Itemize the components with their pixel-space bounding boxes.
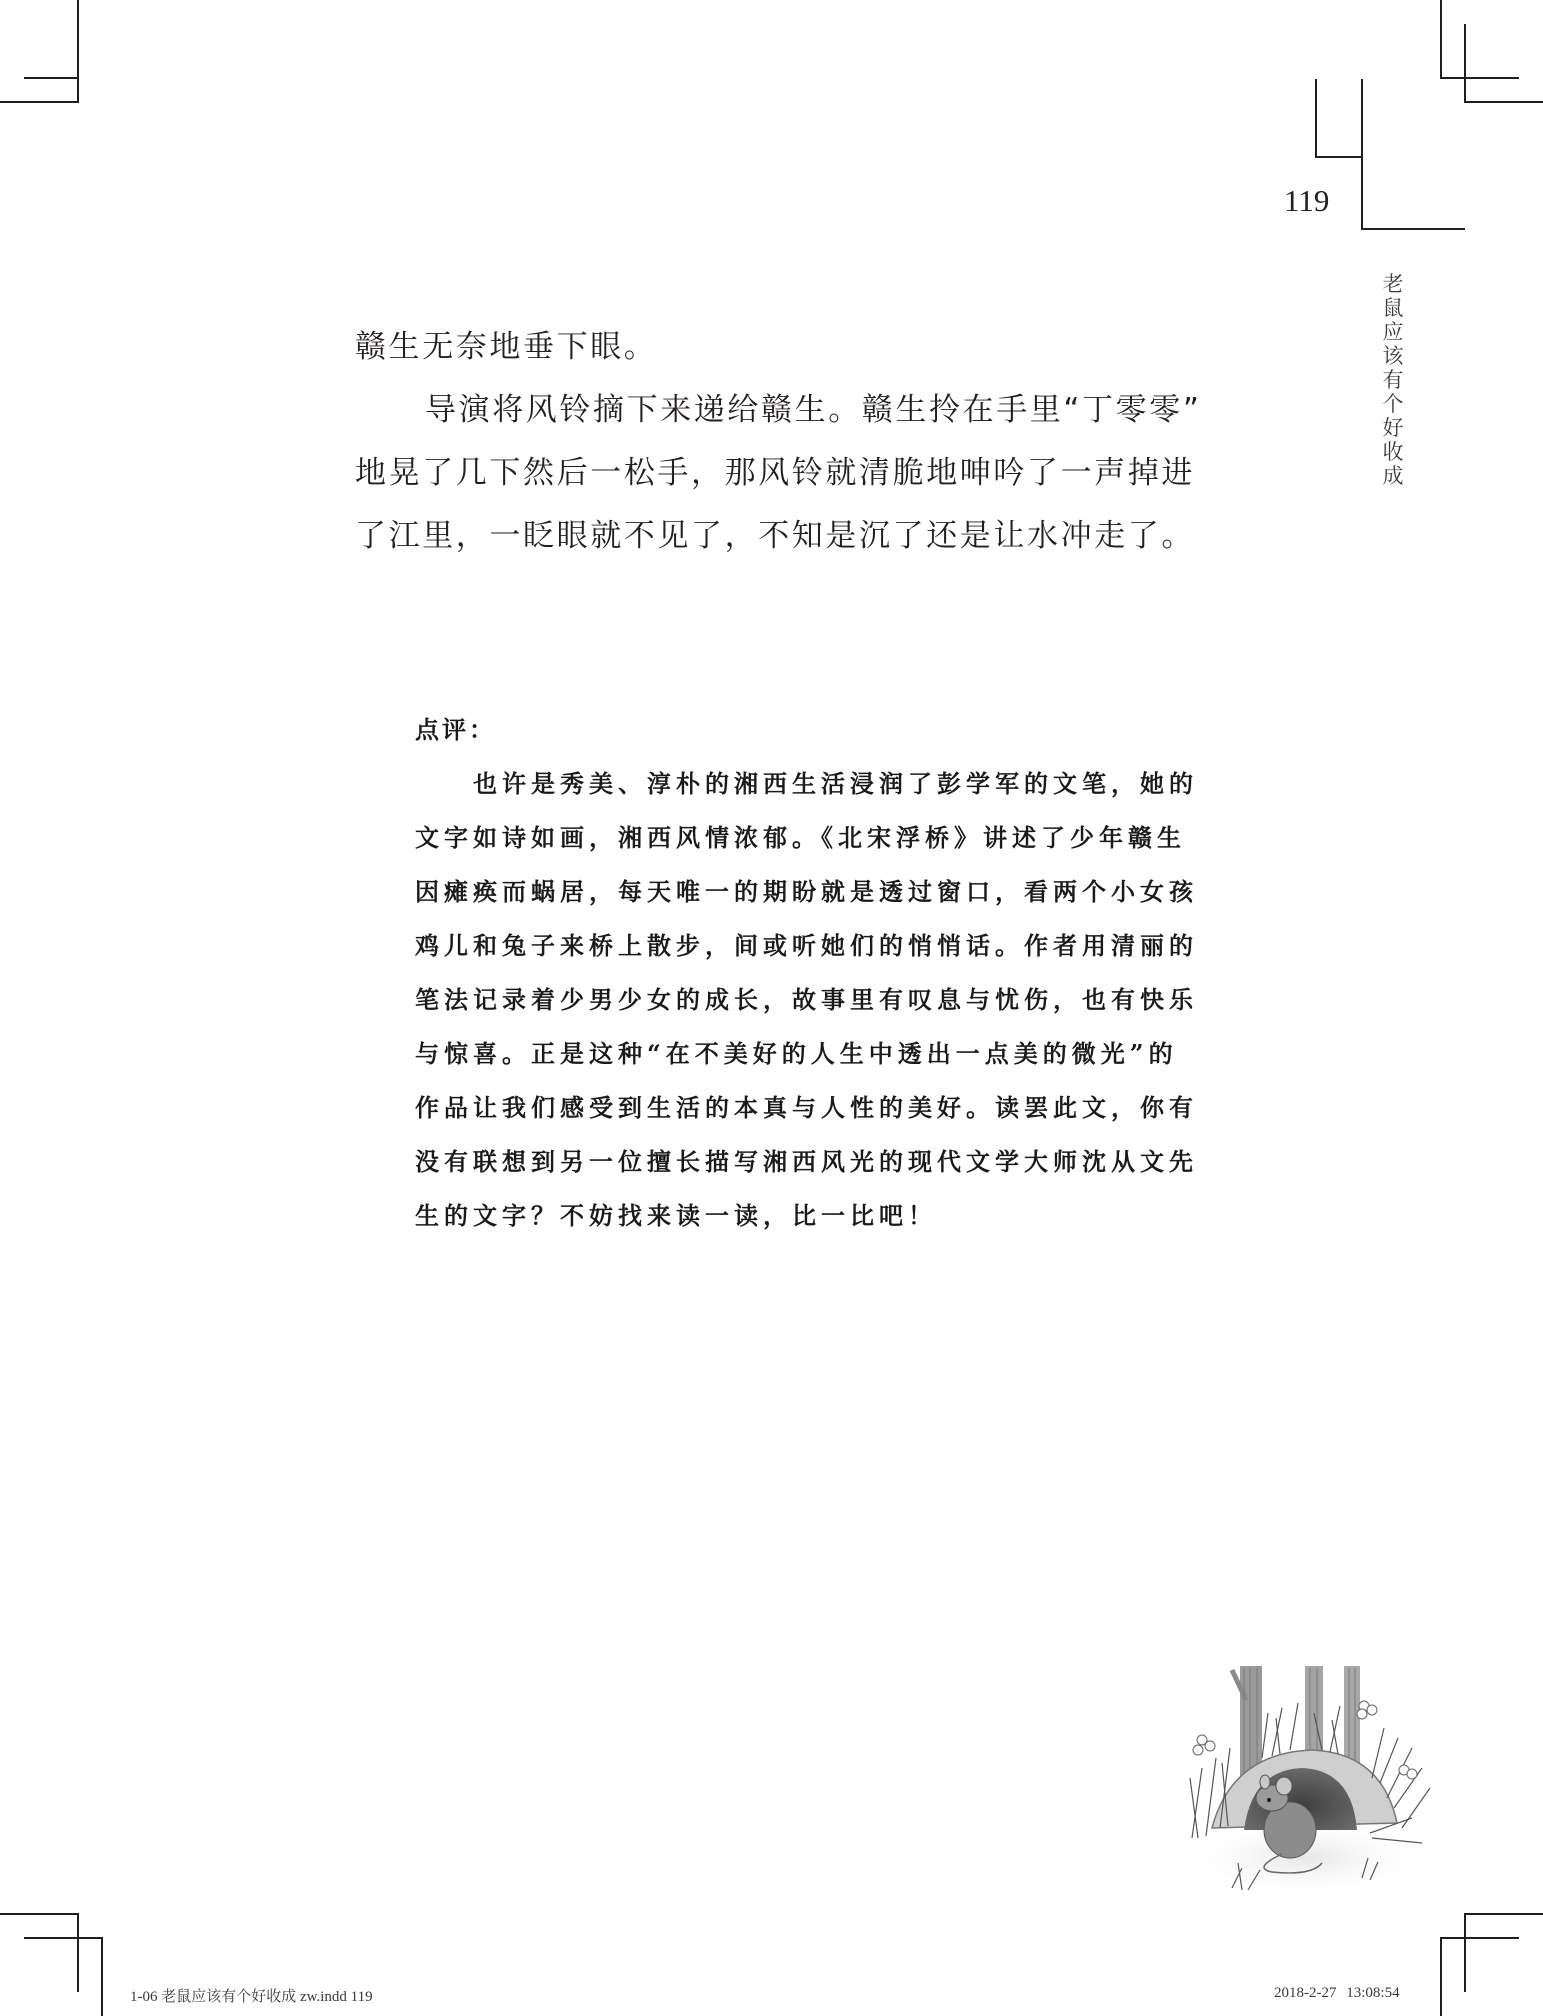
commentary-line: 也许是秀美、淳朴的湘西生活浸润了彭学军的文笔，她的 (473, 769, 1198, 798)
header-bracket-bottom-h (1361, 228, 1465, 230)
story-line: 了江里，一眨眼就不见了，不知是沉了还是让水冲走了。 (355, 518, 1195, 554)
running-title-char: 老 (1382, 272, 1404, 296)
running-title-char: 应 (1382, 320, 1404, 344)
running-title-char: 鼠 (1382, 296, 1404, 320)
running-title-char: 个 (1382, 392, 1404, 416)
running-title-char: 好 (1382, 416, 1404, 440)
crop-mark-top-right-outer-h (1464, 101, 1543, 103)
running-title-char: 收 (1382, 440, 1404, 464)
running-title-char: 该 (1382, 344, 1404, 368)
story-line: 导演将风铃摘下来递给赣生。赣生拎在手里“丁零零” (425, 392, 1202, 428)
crop-mark-top-right-inner-v (1464, 24, 1466, 103)
mouse-sketch-icon (1172, 1658, 1440, 1906)
crop-mark-bottom-left-inner-v (77, 1913, 79, 1992)
commentary (415, 703, 1235, 1243)
story-text (355, 316, 1235, 568)
story-line: 地晃了几下然后一松手，那风铃就清脆地呻吟了一声掉进 (355, 455, 1195, 491)
story-line: 赣生无奈地垂下眼。 (355, 329, 658, 365)
crop-mark-bottom-right-inner-v (1464, 1913, 1466, 1992)
commentary-line: 鸡儿和兔子来桥上散步，间或听她们的悄悄话。作者用清丽的 (415, 931, 1198, 960)
crop-mark-bottom-left-outer-v (101, 1937, 103, 2016)
commentary-heading: 点评： (415, 715, 496, 744)
commentary-line: 没有联想到另一位擅长描写湘西风光的现代文学大师沈从文先 (415, 1147, 1198, 1176)
header-bracket-right-v (1361, 79, 1363, 230)
crop-mark-top-left-inner-v (77, 24, 79, 103)
page-number: 119 (1284, 183, 1330, 218)
header-bracket-mid-h (1315, 156, 1363, 158)
commentary-line: 生的文字？不妨找来读一读，比一比吧！ (415, 1201, 937, 1230)
crop-mark-bottom-right-outer-h (1464, 1913, 1543, 1915)
mouse-burrow-illustration (1172, 1658, 1440, 1906)
crop-mark-top-left-outer-h (0, 101, 79, 103)
commentary-line: 与惊喜。正是这种“在不美好的人生中透出一点美的微光”的 (415, 1039, 1178, 1068)
running-title-char: 成 (1382, 464, 1404, 488)
crop-mark-bottom-left-inner-h (24, 1937, 103, 1939)
footer-file-info: 1-06 老鼠应该有个好收成 zw.indd 119 (130, 1989, 373, 2005)
commentary-line: 作品让我们感受到生活的本真与人性的美好。读罢此文，你有 (415, 1093, 1198, 1122)
header-bracket-left-v (1315, 79, 1317, 158)
commentary-line: 笔法记录着少男少女的成长，故事里有叹息与忧伤，也有快乐 (415, 985, 1198, 1014)
crop-mark-top-left-inner-h (24, 77, 79, 79)
crop-mark-bottom-right-outer-v (1440, 1937, 1442, 2016)
crop-mark-bottom-right-inner-h (1440, 1937, 1519, 1939)
commentary-line: 文字如诗如画，湘西风情浓郁。《北宋浮桥》讲述了少年赣生 (415, 823, 1186, 852)
crop-mark-top-right-inner-h (1440, 77, 1519, 79)
commentary-line: 因瘫痪而蜗居，每天唯一的期盼就是透过窗口，看两个小女孩 (415, 877, 1198, 906)
crop-mark-bottom-left-outer-h (0, 1913, 79, 1915)
running-title-char: 有 (1382, 368, 1404, 392)
running-title-vertical (1381, 272, 1405, 488)
footer-timestamp: 2018-2-27 13:08:54 (1274, 1985, 1400, 2001)
crop-mark-top-right-outer-v (1440, 0, 1442, 79)
